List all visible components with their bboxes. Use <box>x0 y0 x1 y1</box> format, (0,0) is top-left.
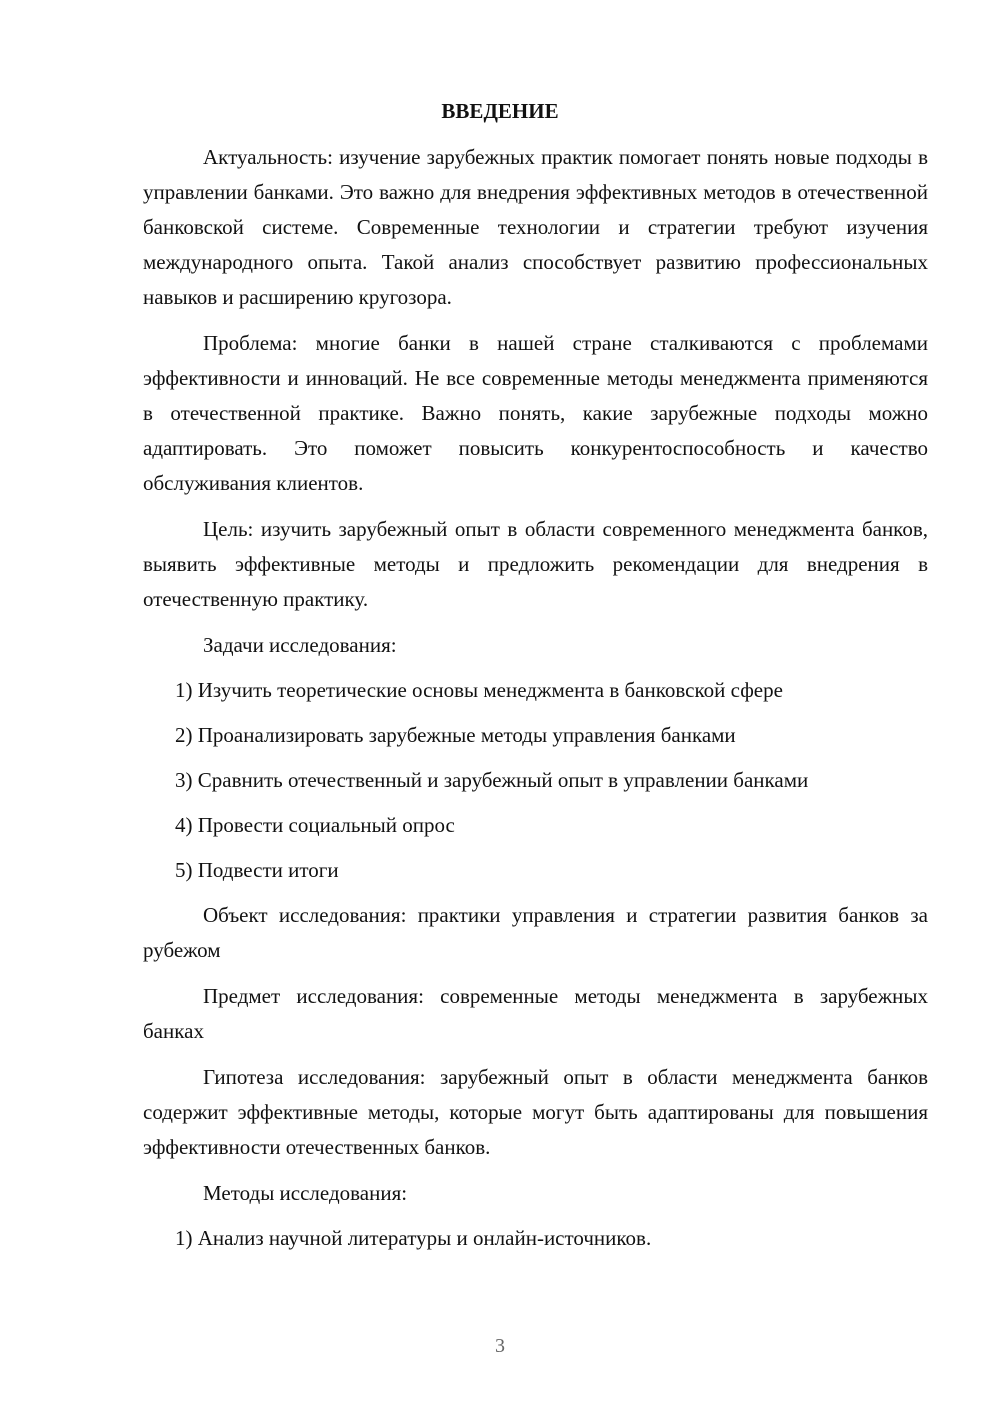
list-item: 3) Сравнить отечественный и зарубежный опыт в управлении банками <box>175 768 809 792</box>
relevance-paragraph: Актуальность: изучение зарубежных практик помогает понять новые подходы в управлении банками. Это важно для внедрения эффективных методов в отечественной банковской системе. Современные технологии и стратегии требуют изучения международного опыта. Такой анализ способствует развитию профессиональных навыков и расширению кругозора. <box>143 145 928 309</box>
tasks-heading: Задачи исследования: <box>203 633 397 657</box>
list-item: 1) Изучить теоретические основы менеджмента в банковской сфере <box>175 678 783 702</box>
object-paragraph: Объект исследования: практики управления и стратегии развития банков за рубежом <box>143 903 928 962</box>
document-body <box>143 140 928 1266</box>
list-item: 1) Анализ научной литературы и онлайн-источников. <box>175 1226 652 1250</box>
subject-paragraph: Предмет исследования: современные методы менеджмента в зарубежных банках <box>143 984 928 1043</box>
goal-paragraph: Цель: изучить зарубежный опыт в области современного менеджмента банков, выявить эффективные методы и предложить рекомендации для внедрения в отечественную практику. <box>143 517 928 611</box>
section-title: ВВЕДЕНИЕ <box>441 99 559 123</box>
methods-heading: Методы исследования: <box>203 1181 408 1205</box>
list-item: 4) Провести социальный опрос <box>175 813 455 837</box>
hypothesis-paragraph: Гипотеза исследования: зарубежный опыт в области менеджмента банков содержит эффективные методы, которые могут быть адаптированы для повышения эффективности отечественных банков. <box>143 1065 928 1159</box>
problem-paragraph: Проблема: многие банки в нашей стране сталкиваются с проблемами эффективности и инноваций. Не все современные методы менеджмента применяются в отечественной практике. Важно понять, какие зарубежные подходы можно адаптировать. Это поможет повысить конкурентоспособность и качество обслуживания клиентов. <box>143 331 928 495</box>
list-item: 2) Проанализировать зарубежные методы управления банками <box>175 723 736 747</box>
list-item: 5) Подвести итоги <box>175 858 339 882</box>
page-number: 3 <box>495 1335 505 1357</box>
tasks-list <box>143 673 928 888</box>
methods-list <box>143 1221 928 1256</box>
